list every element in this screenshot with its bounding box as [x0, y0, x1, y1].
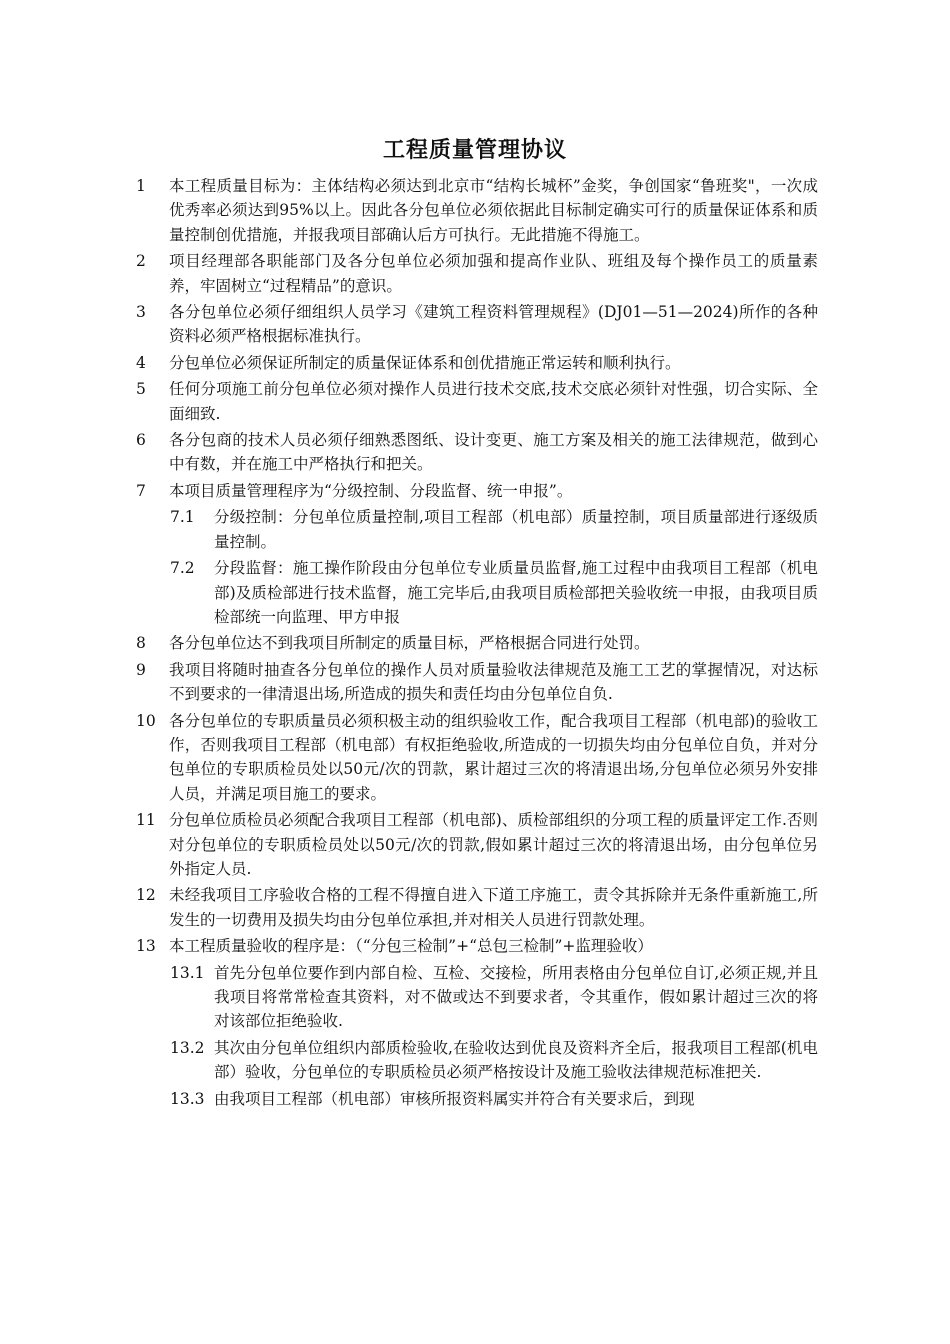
clause-number: 10: [136, 711, 156, 730]
clause-text: 各分包单位必须仔细组织人员学习《建筑工程资料管理规程》(DJ01—51—2024)所作的各种资料必须严格根据标准执行。: [169, 303, 818, 346]
clause-text: 本工程质量验收的程序是：（“分包三检制”+“总包三检制”+监理验收）: [169, 937, 653, 956]
clause-10: [136, 709, 818, 807]
clause-4: [136, 351, 818, 375]
subclause-13-3: [170, 1087, 818, 1111]
clause-text: 我项目将随时抽查各分包单位的操作人员对质量验收法律规范及施工工艺的掌握情况，对达标不到要求的一律清退出场,所造成的损失和责任均由分包单位自负.: [169, 660, 818, 704]
clause-text: 分包单位质检员必须配合我项目工程部（机电部)、质检部组织的分项工程的质量评定工作.否则对分包单位的专职质检员处以50元/次的罚款,假如累计超过三次的将清退出场，由分包单位另外指定人员.: [169, 811, 818, 878]
clause-5: [136, 377, 818, 426]
clause-number: 3: [136, 303, 146, 322]
clause-text: 各分包单位的专职质量员必须积极主动的组织验收工作，配合我项目工程部（机电部)的验收工作，否则我项目工程部（机电部）有权拒绝验收,所造成的一切损失均由分包单位自负，并对分包单位的专职质检员处以50元/次的罚款，累计超过三次的将清退出场,分包单位必须另外安排人员，并满足项目施工的要求。: [169, 711, 818, 803]
clause-number: 12: [136, 886, 156, 905]
subclause-text: 其次由分包单位组织内部质检验收,在验收达到优良及资料齐全后，报我项目工程部(机电部）验收，分包单位的专职质检员必须严格按设计及施工验收法律规范标准把关.: [214, 1038, 818, 1082]
subclause-text: 由我项目工程部（机电部）审核所报资料属实并符合有关要求后，到现: [214, 1089, 695, 1108]
clause-text: 本项目质量管理程序为“分级控制、分段监督、统一申报”。: [169, 481, 573, 500]
subclause-7-2: [170, 556, 818, 629]
document-title: 工程质量管理协议: [382, 137, 567, 163]
subclause-7-1: [170, 505, 818, 554]
clause-text: 任何分项施工前分包单位必须对操作人员进行技术交底,技术交底必须针对性强，切合实际、全面细致.: [169, 380, 818, 423]
clause-number: 1: [136, 177, 146, 195]
clause-6: [136, 428, 818, 477]
clause-text: 本工程质量目标为：主体结构必须达到北京市“结构长城杯”金奖，争创国家“鲁班奖"，一次成优秀率必须达到95%以上。因此各分包单位必须依据此目标制定确实可行的质量保证体系和质量控制创优措施，并报我项目部确认后方可执行。无此措施不得施工。: [169, 177, 818, 244]
subclause-number: 13.3: [170, 1089, 205, 1108]
clause-text: 项目经理部各职能部门及各分包单位必须加强和提高作业队、班组及每个操作员工的质量素养，牢固树立“过程精品”的意识。: [169, 252, 818, 295]
subclause-13-1: [170, 961, 818, 1034]
subclause-13-2: [170, 1036, 818, 1085]
subclause-number: 13.2: [170, 1038, 205, 1057]
clause-11: [136, 808, 818, 881]
subclause-text: 首先分包单位要作到内部自检、互检、交接检，所用表格由分包单位自订,必须正规,并且我项目将常常检查其资料，对不做或达不到要求者，令其重作，假如累计超过三次的将对该部位拒绝验收.: [214, 963, 818, 1031]
clause-text: 未经我项目工序验收合格的工程不得擅自进入下道工序施工，责令其拆除并无条件重新施工,所发生的一切费用及损失均由分包单位承担,并对相关人员进行罚款处理。: [169, 886, 818, 929]
clause-number: 8: [136, 634, 146, 653]
clause-number: 6: [136, 431, 146, 450]
clause-3: [136, 300, 818, 349]
document-body: [136, 174, 818, 1113]
subclause-number: 7.2: [170, 559, 195, 578]
clause-number: 2: [136, 252, 146, 271]
clause-number: 9: [136, 660, 146, 679]
clause-7: [136, 479, 818, 503]
clause-number: 13: [136, 937, 156, 956]
clause-text: 各分包商的技术人员必须仔细熟悉图纸、设计变更、施工方案及相关的施工法律规范，做到心中有数，并在施工中严格执行和把关。: [169, 431, 818, 474]
clause-1: [136, 174, 818, 247]
subclause-number: 13.1: [170, 963, 205, 982]
clause-12: [136, 883, 818, 932]
clause-2: [136, 249, 818, 298]
subclause-number: 7.1: [170, 508, 195, 527]
clause-text: 分包单位必须保证所制定的质量保证体系和创优措施正常运转和顺利执行。: [169, 353, 681, 372]
clause-text: 各分包单位达不到我项目所制定的质量目标，严格根据合同进行处罚。: [169, 634, 650, 653]
clause-9: [136, 658, 818, 707]
clause-number: 11: [136, 811, 156, 830]
clause-number: 7: [136, 481, 146, 500]
clause-8: [136, 631, 818, 655]
subclause-text: 分段监督：施工操作阶段由分包单位专业质量员监督,施工过程中由我项目工程部（机电部)及质检部进行技术监督，施工完毕后,由我项目质检部把关验收统一申报，由我项目质检部统一向监理、甲方申报: [214, 559, 818, 626]
clause-number: 4: [136, 353, 146, 372]
subclause-text: 分级控制：分包单位质量控制,项目工程部（机电部）质量控制，项目质量部进行逐级质量控制。: [214, 508, 818, 551]
clause-13: [136, 934, 818, 958]
clause-number: 5: [136, 380, 146, 399]
